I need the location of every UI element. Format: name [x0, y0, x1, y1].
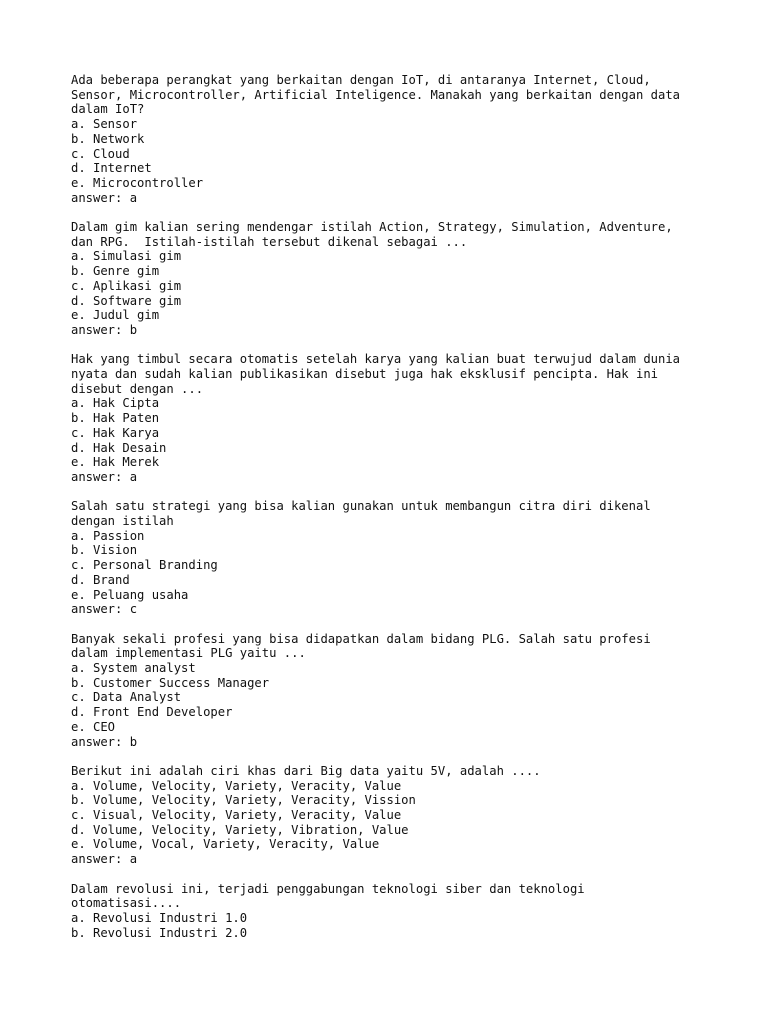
- option-b: b. Vision: [71, 543, 138, 558]
- question-text: Berikut ini adalah ciri khas dari Big data yaitu 5V, adalah ....: [71, 763, 541, 778]
- question-7: [71, 882, 731, 941]
- document-page: [71, 73, 731, 955]
- option-d: d. Brand: [71, 572, 130, 587]
- option-a: a. Passion: [71, 528, 145, 543]
- question-text: Dalam gim kalian sering mendengar istilah Action, Strategy, Simulation, Adventure, dan RPG. Istilah-istilah tersebut dikenal sebagai ...: [71, 220, 673, 249]
- option-e: e. Hak Merek: [71, 455, 160, 470]
- option-a: a. Sensor: [71, 117, 138, 132]
- question-text: Dalam revolusi ini, terjadi penggabungan teknologi siber dan teknologi otomatisasi....: [71, 881, 585, 911]
- question-text: Ada beberapa perangkat yang berkaitan dengan IoT, di antaranya Internet, Cloud, Sensor, Microcontroller, Artificial Inteligence. Manakah yang berkaitan dengan data dalam IoT?: [71, 73, 681, 117]
- option-c: c. Cloud: [71, 146, 130, 161]
- option-e: e. Volume, Vocal, Variety, Veracity, Value: [71, 837, 380, 852]
- answer-line: answer: a: [71, 469, 138, 484]
- question-4: [71, 499, 731, 617]
- option-b: b. Genre gim: [71, 264, 160, 279]
- answer-line: answer: b: [71, 734, 138, 749]
- option-b: b. Volume, Velocity, Variety, Veracity, Vission: [71, 793, 416, 808]
- option-d: d. Software gim: [71, 293, 182, 308]
- question-text: Hak yang timbul secara otomatis setelah karya yang kalian buat terwujud dalam dunia nyata dan sudah kalian publikasikan disebut juga hak eksklusif pencipta. Hak ini disebut dengan ...: [71, 352, 681, 396]
- question-text: Salah satu strategi yang bisa kalian gunakan untuk membangun citra diri dikenal dengan istilah: [71, 499, 651, 529]
- question-3: [71, 352, 731, 484]
- question-5: [71, 632, 731, 750]
- option-d: d. Internet: [71, 161, 152, 176]
- option-c: c. Visual, Velocity, Variety, Veracity, Value: [71, 808, 402, 823]
- option-d: d. Front End Developer: [71, 705, 233, 720]
- answer-line: answer: c: [71, 602, 138, 617]
- option-b: b. Revolusi Industri 2.0: [71, 925, 248, 940]
- option-c: c. Hak Karya: [71, 425, 160, 440]
- question-1: [71, 73, 731, 205]
- option-b: b. Network: [71, 131, 145, 146]
- option-a: a. Simulasi gim: [71, 249, 182, 264]
- option-e: e. Judul gim: [71, 308, 160, 323]
- question-6: [71, 764, 731, 867]
- question-text: Banyak sekali profesi yang bisa didapatkan dalam bidang PLG. Salah satu profesi dalam implementasi PLG yaitu ...: [71, 631, 651, 661]
- option-d: d. Volume, Velocity, Variety, Vibration, Value: [71, 822, 409, 837]
- option-b: b. Hak Paten: [71, 411, 160, 426]
- question-2: [71, 220, 731, 338]
- option-a: a. Hak Cipta: [71, 396, 160, 411]
- option-c: c. Personal Branding: [71, 558, 218, 573]
- option-c: c. Aplikasi gim: [71, 278, 182, 293]
- answer-line: answer: a: [71, 852, 138, 867]
- option-b: b. Customer Success Manager: [71, 675, 270, 690]
- option-a: a. System analyst: [71, 661, 196, 676]
- option-e: e. Peluang usaha: [71, 587, 189, 602]
- answer-line: answer: b: [71, 322, 138, 337]
- option-a: a. Volume, Velocity, Variety, Veracity, Value: [71, 778, 402, 793]
- answer-line: answer: a: [71, 190, 138, 205]
- option-d: d. Hak Desain: [71, 440, 167, 455]
- option-c: c. Data Analyst: [71, 690, 182, 705]
- option-e: e. Microcontroller: [71, 175, 204, 190]
- option-e: e. CEO: [71, 719, 116, 734]
- option-a: a. Revolusi Industri 1.0: [71, 910, 248, 925]
